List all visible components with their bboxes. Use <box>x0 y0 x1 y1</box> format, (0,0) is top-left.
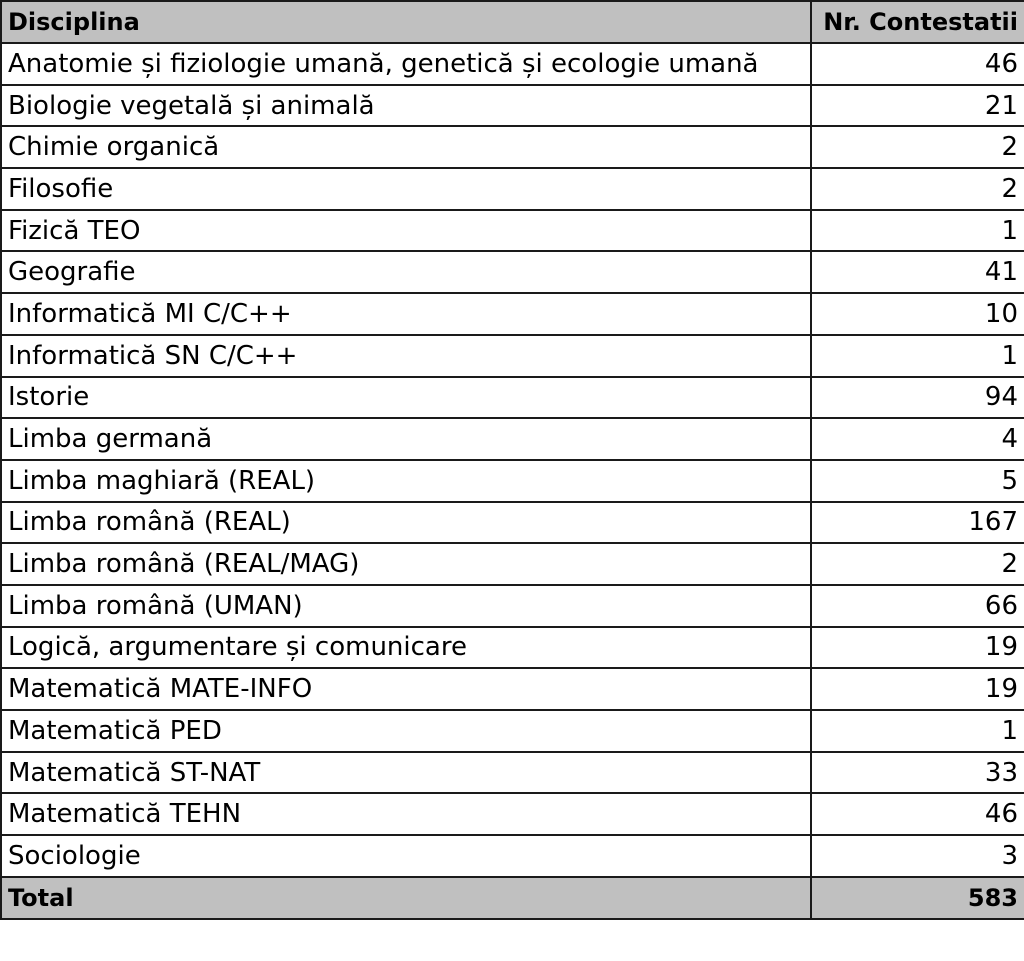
disciplina-cell: Matematică MATE-INFO <box>1 668 811 710</box>
total-value: 583 <box>811 877 1024 919</box>
disciplina-cell: Limba maghiară (REAL) <box>1 460 811 502</box>
table-row <box>1 627 1024 669</box>
disciplina-cell: Matematică PED <box>1 710 811 752</box>
total-label: Total <box>1 877 811 919</box>
contestatii-count-cell: 66 <box>811 585 1024 627</box>
contestatii-count-cell: 1 <box>811 335 1024 377</box>
table-row <box>1 210 1024 252</box>
contestatii-count-cell: 19 <box>811 627 1024 669</box>
table-header-row <box>1 1 1024 43</box>
disciplina-cell: Chimie organică <box>1 126 811 168</box>
table-row <box>1 460 1024 502</box>
disciplina-cell: Fizică TEO <box>1 210 811 252</box>
table-row <box>1 502 1024 544</box>
disciplina-cell: Informatică SN C/C++ <box>1 335 811 377</box>
disciplina-cell: Anatomie și fiziologie umană, genetică și ecologie umană <box>1 43 811 85</box>
table-row <box>1 335 1024 377</box>
contestatii-count-cell: 19 <box>811 668 1024 710</box>
contestatii-count-cell: 10 <box>811 293 1024 335</box>
contestatii-count-cell: 94 <box>811 377 1024 419</box>
contestatii-count-cell: 4 <box>811 418 1024 460</box>
contestatii-count-cell: 1 <box>811 710 1024 752</box>
table-row <box>1 168 1024 210</box>
contestatii-count-cell: 33 <box>811 752 1024 794</box>
contestatii-count-cell: 41 <box>811 251 1024 293</box>
contestatii-count-cell: 1 <box>811 210 1024 252</box>
table-row <box>1 543 1024 585</box>
table-row <box>1 710 1024 752</box>
contestatii-count-cell: 3 <box>811 835 1024 877</box>
disciplina-cell: Limba germană <box>1 418 811 460</box>
table-row <box>1 585 1024 627</box>
table-row <box>1 793 1024 835</box>
contestatii-count-cell: 2 <box>811 168 1024 210</box>
total-row <box>1 877 1024 919</box>
table-row <box>1 418 1024 460</box>
table-row <box>1 85 1024 127</box>
column-header-nr-contestatii: Nr. Contestatii <box>811 1 1024 43</box>
disciplina-cell: Logică, argumentare și comunicare <box>1 627 811 669</box>
table-body <box>1 43 1024 877</box>
disciplina-cell: Limba română (UMAN) <box>1 585 811 627</box>
disciplina-cell: Matematică TEHN <box>1 793 811 835</box>
contestatii-count-cell: 46 <box>811 43 1024 85</box>
table-row <box>1 293 1024 335</box>
disciplina-cell: Istorie <box>1 377 811 419</box>
contestatii-count-cell: 5 <box>811 460 1024 502</box>
contestatii-count-cell: 167 <box>811 502 1024 544</box>
contestatii-count-cell: 2 <box>811 543 1024 585</box>
disciplina-cell: Limba română (REAL/MAG) <box>1 543 811 585</box>
contestatii-count-cell: 2 <box>811 126 1024 168</box>
table-row <box>1 752 1024 794</box>
column-header-disciplina: Disciplina <box>1 1 811 43</box>
table-row <box>1 835 1024 877</box>
disciplina-cell: Biologie vegetală și animală <box>1 85 811 127</box>
disciplina-cell: Filosofie <box>1 168 811 210</box>
contestatii-count-cell: 46 <box>811 793 1024 835</box>
disciplina-cell: Informatică MI C/C++ <box>1 293 811 335</box>
disciplina-cell: Sociologie <box>1 835 811 877</box>
disciplina-cell: Limba română (REAL) <box>1 502 811 544</box>
table-row <box>1 377 1024 419</box>
table-row <box>1 668 1024 710</box>
table-row <box>1 43 1024 85</box>
table-row <box>1 126 1024 168</box>
disciplina-cell: Geografie <box>1 251 811 293</box>
disciplina-cell: Matematică ST-NAT <box>1 752 811 794</box>
table-row <box>1 251 1024 293</box>
contestatii-count-cell: 21 <box>811 85 1024 127</box>
